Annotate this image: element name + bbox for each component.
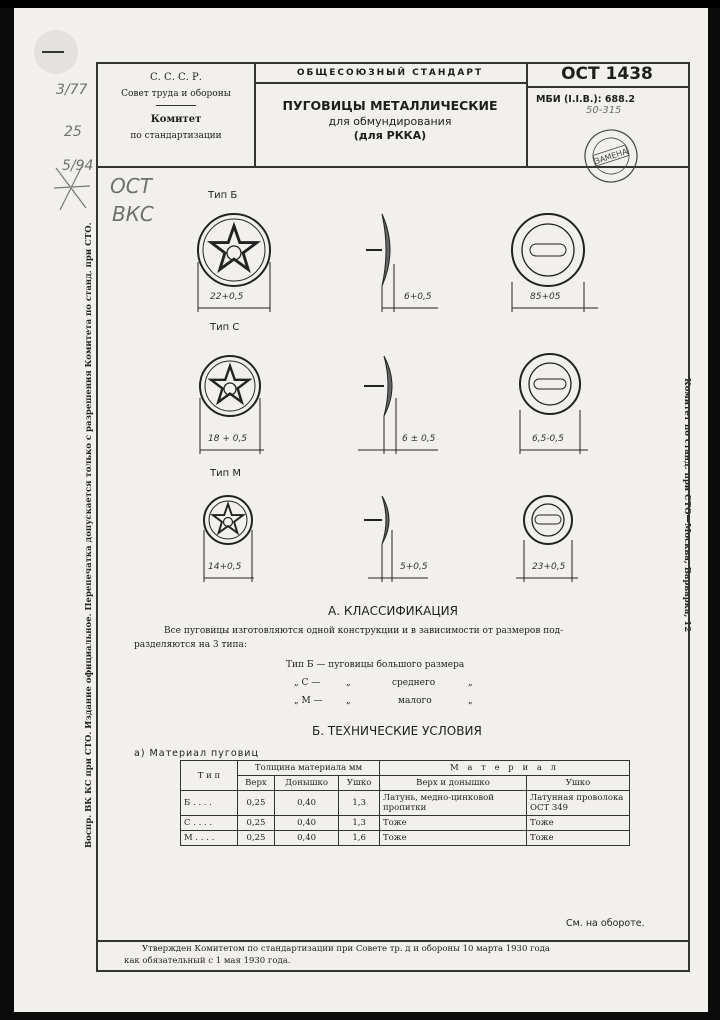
ditto-mark: „ bbox=[468, 678, 473, 688]
minus-icon bbox=[42, 51, 64, 53]
row-type: С . . . . bbox=[181, 816, 238, 831]
title-main: ПУГОВИЦЫ МЕТАЛЛИЧЕСКИЕ bbox=[282, 98, 498, 113]
col-ear-material: Ушко bbox=[527, 776, 630, 791]
classification-row-2-prefix: „ С — bbox=[294, 678, 321, 688]
margin-note-2: 25 bbox=[64, 124, 82, 140]
cell-material-1: Тоже bbox=[380, 816, 527, 831]
cell-base: 0,40 bbox=[274, 831, 338, 846]
type-label-c: Тип С bbox=[210, 322, 240, 333]
cell-material-1: Латунь, медно-цинковой пропитки bbox=[380, 791, 527, 816]
handwritten-number: 50-315 bbox=[586, 105, 622, 116]
tech-heading: Б. ТЕХНИЧЕСКИЕ УСЛОВИЯ bbox=[312, 724, 482, 738]
title-sub: для обмундирования bbox=[328, 115, 452, 128]
cell-base: 0,40 bbox=[274, 791, 338, 816]
committee-sub: по стандартизации bbox=[130, 131, 222, 141]
collapse-button[interactable] bbox=[34, 30, 78, 74]
cell-top: 0,25 bbox=[238, 791, 275, 816]
col-type-header: Т и п bbox=[181, 761, 238, 791]
classification-row-3-prefix: „ М — bbox=[294, 696, 323, 706]
country: С. С. С. Р. bbox=[150, 72, 202, 83]
approval-line-1: Утвержден Комитетом по стандартизации при Совете тр. д и обороны 10 марта 1930 года bbox=[142, 944, 550, 954]
document-page bbox=[14, 8, 708, 1012]
cell-material-2: Тоже bbox=[527, 831, 630, 846]
dim-c-side: 6 ± 0,5 bbox=[402, 434, 436, 444]
right-margin-text: Комитет по станд. при СТО—Москва, Варварка, 12 bbox=[682, 378, 692, 633]
classification-intro-1: Все пуговицы изготовляются одной конструкции и в зависимости от размеров под- bbox=[164, 626, 564, 636]
cell-ear: 1,6 bbox=[339, 831, 380, 846]
table-row bbox=[181, 816, 630, 831]
row-type: М . . . . bbox=[181, 831, 238, 846]
cell-ear: 1,3 bbox=[339, 791, 380, 816]
ditto-mark: „ bbox=[346, 678, 351, 688]
dim-m-back: 23+0,5 bbox=[532, 562, 566, 572]
committee: Комитет bbox=[150, 114, 202, 125]
ditto-mark: „ bbox=[346, 696, 351, 706]
handwritten-vks: ВКС bbox=[112, 202, 154, 226]
dim-b-back: 85+05 bbox=[530, 292, 561, 302]
dim-b-front: 22+0,5 bbox=[210, 292, 244, 302]
col-base: Донышко bbox=[274, 776, 338, 791]
ost-code: ОСТ 1438 bbox=[561, 64, 653, 84]
col-ear: Ушко bbox=[339, 776, 380, 791]
dim-m-side: 5+0,5 bbox=[400, 562, 428, 572]
margin-note-3: 5/94 bbox=[62, 158, 94, 174]
classification-row-1: Тип Б — пуговицы большого размера bbox=[286, 660, 465, 670]
materials-table bbox=[180, 760, 630, 846]
stamp-text: ЗАМЕНА bbox=[593, 146, 629, 167]
cell-material-1: Тоже bbox=[380, 831, 527, 846]
classification-row-3-size: малого bbox=[398, 696, 432, 706]
approval-line-2: как обязательный с 1 мая 1930 года. bbox=[124, 956, 291, 966]
cell-material-2: Латунная проволока ОСТ 349 bbox=[527, 791, 630, 816]
cell-material-2: Тоже bbox=[527, 816, 630, 831]
classification-row-2-size: среднего bbox=[392, 678, 436, 688]
dim-c-front: 18 + 0,5 bbox=[208, 434, 248, 444]
table-row bbox=[181, 831, 630, 846]
col-top-base: Верх и донышко bbox=[380, 776, 527, 791]
col-top: Верх bbox=[238, 776, 275, 791]
dim-b-side: 6+0,5 bbox=[404, 292, 432, 302]
table-row bbox=[181, 791, 630, 816]
council: Совет труда и обороны bbox=[121, 89, 231, 99]
title-rkka: (для РККА) bbox=[353, 129, 427, 142]
left-margin-text: Воспр. ВК КС при СТО. Издание официальное. Перепечатка допускается только с разрешения Комитета по станд. при СТО. bbox=[84, 222, 94, 848]
margin-note-1: 3/77 bbox=[56, 82, 88, 98]
ditto-mark: „ bbox=[468, 696, 473, 706]
standard-kind: ОБЩЕСОЮЗНЫЙ СТАНДАРТ bbox=[296, 68, 484, 78]
classification-heading: А. КЛАССИФИКАЦИЯ bbox=[328, 604, 458, 618]
tech-subheading: а) Материал пуговиц bbox=[134, 748, 259, 759]
mbi-code: МБИ (I.I.B.): 688.2 bbox=[536, 94, 635, 105]
see-back-note: См. на обороте. bbox=[566, 918, 645, 929]
row-type: Б . . . . bbox=[181, 791, 238, 816]
cell-top: 0,25 bbox=[238, 816, 275, 831]
scribble-mark bbox=[52, 158, 92, 218]
material-group-header: М а т е р и а л bbox=[380, 761, 630, 776]
dim-m-front: 14+0,5 bbox=[208, 562, 242, 572]
type-label-b: Тип Б bbox=[208, 190, 238, 201]
cell-ear: 1,3 bbox=[339, 816, 380, 831]
cell-base: 0,40 bbox=[274, 816, 338, 831]
cell-top: 0,25 bbox=[238, 831, 275, 846]
type-label-m: Тип М bbox=[210, 468, 241, 479]
thickness-group-header: Толщина материала мм bbox=[238, 761, 380, 776]
handwritten-ost: ОСТ bbox=[110, 174, 152, 198]
dim-c-back: 6,5-0,5 bbox=[532, 434, 564, 444]
classification-intro-2: разделяются на 3 типа: bbox=[134, 640, 247, 650]
